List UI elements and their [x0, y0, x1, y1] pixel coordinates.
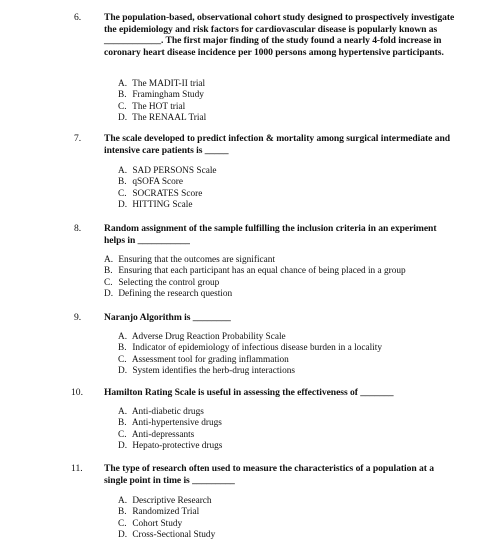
option-text: Anti-hypertensive drugs — [131, 418, 222, 429]
option-letter: A. — [104, 255, 114, 265]
option-letter: B. — [118, 418, 127, 429]
option-b[interactable] — [104, 90, 456, 101]
answer-options — [104, 255, 456, 301]
option-letter: A. — [118, 166, 128, 176]
option-letter: C. — [104, 277, 113, 288]
question-number: 6. — [74, 12, 82, 23]
option-letter: B. — [118, 507, 127, 518]
answer-options — [104, 166, 456, 212]
option-text: Cross-Sectional Study — [132, 530, 216, 541]
option-letter: B. — [118, 90, 127, 101]
option-text: Assessment tool for grading inflammation — [131, 354, 289, 365]
question-text: Naranjo Algorithm is ________ — [104, 312, 231, 323]
option-letter: C. — [118, 354, 127, 365]
option-text: Cohort Study — [132, 518, 183, 529]
option-text: The MADIT-II trial — [132, 79, 206, 89]
option-letter: B. — [118, 343, 127, 354]
question-number: 11. — [71, 463, 83, 474]
option-c[interactable] — [104, 430, 456, 441]
option-text: Randomized Trial — [132, 507, 200, 518]
option-letter: C. — [118, 188, 127, 199]
option-text: SAD PERSONS Scale — [132, 166, 217, 176]
option-letter: B. — [104, 266, 113, 277]
option-text: Anti-diabetic drugs — [131, 407, 204, 417]
option-letter: C. — [118, 101, 127, 112]
option-d[interactable] — [104, 200, 456, 211]
option-text: Ensuring that each participant has an equal chance of being placed in a group — [118, 266, 406, 277]
option-b[interactable] — [104, 507, 456, 518]
question-text: The population-based, observational cohort study designed to prospectively investigate the epidemiology and risk factors for cardiovascular disease is popularly known as ____________. The first major finding of the study found a nearly 4-fold increase in coronary heart disease incidence per 1000 persons among hypertensive participants. — [104, 12, 455, 58]
option-b[interactable] — [104, 418, 456, 429]
question-number: 8. — [74, 223, 82, 234]
option-text: Ensuring that the outcomes are significant — [118, 255, 276, 265]
option-c[interactable] — [104, 278, 456, 289]
option-letter: C. — [118, 518, 127, 529]
option-c[interactable] — [104, 189, 456, 200]
option-letter: D. — [104, 289, 114, 300]
option-a[interactable] — [104, 407, 456, 418]
answer-options — [104, 332, 456, 378]
option-text: Descriptive Research — [132, 496, 212, 506]
answer-options — [104, 79, 456, 125]
option-c[interactable] — [104, 519, 456, 530]
answer-options — [104, 496, 456, 542]
option-d[interactable] — [104, 441, 456, 452]
question-text: Random assignment of the sample fulfilling the inclusion criteria in an experiment helps in ___________ — [104, 223, 437, 246]
option-letter: B. — [118, 177, 127, 188]
option-letter: A. — [118, 496, 128, 506]
option-text: Hepato-protective drugs — [132, 441, 223, 452]
question-text: Hamilton Rating Scale is useful in assessing the effectiveness of _______ — [104, 387, 394, 398]
question-text: The scale developed to predict infection & mortality among surgical intermediate and intensive care patients is _____ — [104, 133, 451, 156]
option-a[interactable] — [104, 79, 456, 90]
option-b[interactable] — [104, 266, 456, 277]
question-number: 10. — [71, 387, 83, 398]
option-d[interactable] — [104, 366, 456, 377]
option-c[interactable] — [104, 102, 456, 113]
option-d[interactable] — [104, 289, 456, 300]
option-c[interactable] — [104, 355, 456, 366]
option-letter: D. — [118, 441, 128, 452]
option-text: System identifies the herb-drug interactions — [132, 366, 295, 377]
question-text: The type of research often used to measure the characteristics of a population at a single point in time is _________ — [104, 463, 434, 486]
option-text: Framingham Study — [132, 90, 204, 101]
option-text: qSOFA Score — [132, 177, 184, 188]
question-number: 7. — [74, 133, 82, 144]
option-letter: C. — [118, 429, 127, 440]
option-letter: A. — [118, 407, 128, 417]
option-a[interactable] — [104, 255, 456, 266]
option-letter: D. — [118, 530, 128, 541]
option-b[interactable] — [104, 343, 456, 354]
question-number: 9. — [74, 312, 82, 323]
option-text: The HOT trial — [132, 101, 186, 112]
option-letter: D. — [118, 200, 128, 211]
option-text: HITTING Scale — [132, 200, 193, 211]
option-a[interactable] — [104, 166, 456, 177]
option-text: Anti-depressants — [131, 429, 195, 440]
option-d[interactable] — [104, 113, 456, 124]
option-letter: A. — [118, 79, 128, 89]
answer-options — [104, 407, 456, 453]
option-text: Indicator of epidemiology of infectious disease burden in a locality — [132, 343, 382, 354]
option-b[interactable] — [104, 177, 456, 188]
option-text: SOCRATES Score — [132, 188, 203, 199]
option-letter: A. — [118, 332, 128, 342]
option-text: Selecting the control group — [118, 277, 220, 288]
option-text: The RENAAL Trial — [132, 113, 207, 124]
option-letter: D. — [118, 113, 128, 124]
option-letter: D. — [118, 366, 128, 377]
option-d[interactable] — [104, 530, 456, 541]
option-text: Defining the research question — [118, 289, 233, 300]
option-text: Adverse Drug Reaction Probability Scale — [131, 332, 286, 342]
option-a[interactable] — [104, 496, 456, 507]
option-a[interactable] — [104, 332, 456, 343]
